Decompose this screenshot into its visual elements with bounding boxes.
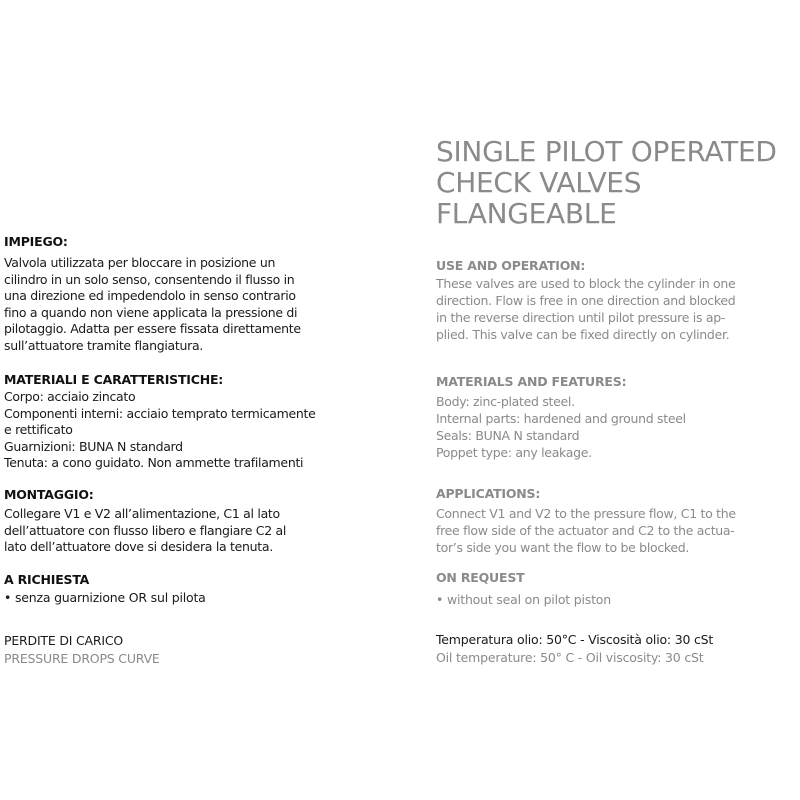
applications-line: Connect V1 and V2 to the pressure flow, C1 to the [436,506,736,521]
use-line: plied. This valve can be fixed directly on cylinder. [436,327,730,342]
materiali-line: Corpo: acciaio zincato [4,389,136,404]
use-line: These valves are used to block the cylinder in one [436,276,736,291]
applications-line: tor’s side you want the flow to be blocked. [436,540,690,555]
applications-heading: APPLICATIONS: [436,486,541,501]
impiego-line: una direzione ed impedendolo in senso contrario [4,288,296,303]
materiali-line: Guarnizioni: BUNA N standard [4,438,183,454]
richiesta-heading: A RICHIESTA [4,572,90,587]
materials-line: Body: zinc-plated steel. [436,394,575,409]
perdite-di-carico: PERDITE DI CARICO [4,633,124,648]
use-text [436,275,735,343]
materials-line: Poppet type: any leakage. [436,445,592,460]
montaggio-line: lato dell’attuatore dove si desidera la tenuta. [4,539,273,554]
materials-text [436,393,686,461]
materials-heading: MATERIALS AND FEATURES: [436,374,627,389]
montaggio-heading: MONTAGGIO: [4,487,94,502]
use-line: in the reverse direction until pilot pressure is ap- [436,310,726,325]
materiali-line: Tenuta: a cono guidato. Non ammette trafilamenti [4,455,304,470]
materials-line: Internal parts: hardened and ground steel [436,411,686,426]
impiego-line: Valvola utilizzata per bloccare in posizione un [4,255,276,270]
materiali-line: Componenti interni: acciaio temprato termicamente [4,405,316,421]
title-line: CHECK VALVES [436,166,642,199]
applications-line: free flow side of the actuator and C2 to the actua- [436,523,735,538]
title-line: SINGLE PILOT OPERATED [436,135,777,168]
use-line: direction. Flow is free in one direction and blocked [436,293,736,308]
page-title [436,136,777,229]
impiego-line: sull’attuatore tramite flangiatura. [4,337,204,353]
montaggio-line: Collegare V1 e V2 all’alimentazione, C1 al lato [4,506,280,521]
impiego-line: pilotaggio. Adatta per essere fissata direttamente [4,321,301,336]
title-line: FLANGEABLE [436,197,617,230]
impiego-text [4,255,301,354]
materiali-text [4,389,316,472]
montaggio-line: dell’attuatore con flusso libero e flangiare C2 al [4,522,287,538]
pressure-drops-curve: PRESSURE DROPS CURVE [4,651,160,666]
impiego-line: fino a quando non viene applicata la pressione di [4,304,298,320]
montaggio-text [4,506,286,556]
impiego-line: cilindro in un solo senso, consentendo il flusso in [4,271,295,287]
materials-line: Seals: BUNA N standard [436,428,580,443]
impiego-heading: IMPIEGO: [4,234,68,249]
applications-text [436,505,736,556]
temperature-en: Oil temperature: 50° C - Oil viscosity: 30 cSt [436,650,704,665]
richiesta-item: • senza guarnizione OR sul pilota [4,590,206,605]
request-item: • without seal on pilot piston [436,592,611,607]
materiali-heading: MATERIALI E CARATTERISTICHE: [4,372,224,387]
use-heading: USE AND OPERATION: [436,258,586,273]
materiali-line: e rettificato [4,422,73,437]
request-heading: ON REQUEST [436,570,525,585]
temperature-it: Temperatura olio: 50°C - Viscosità olio: 30 cSt [436,632,714,647]
